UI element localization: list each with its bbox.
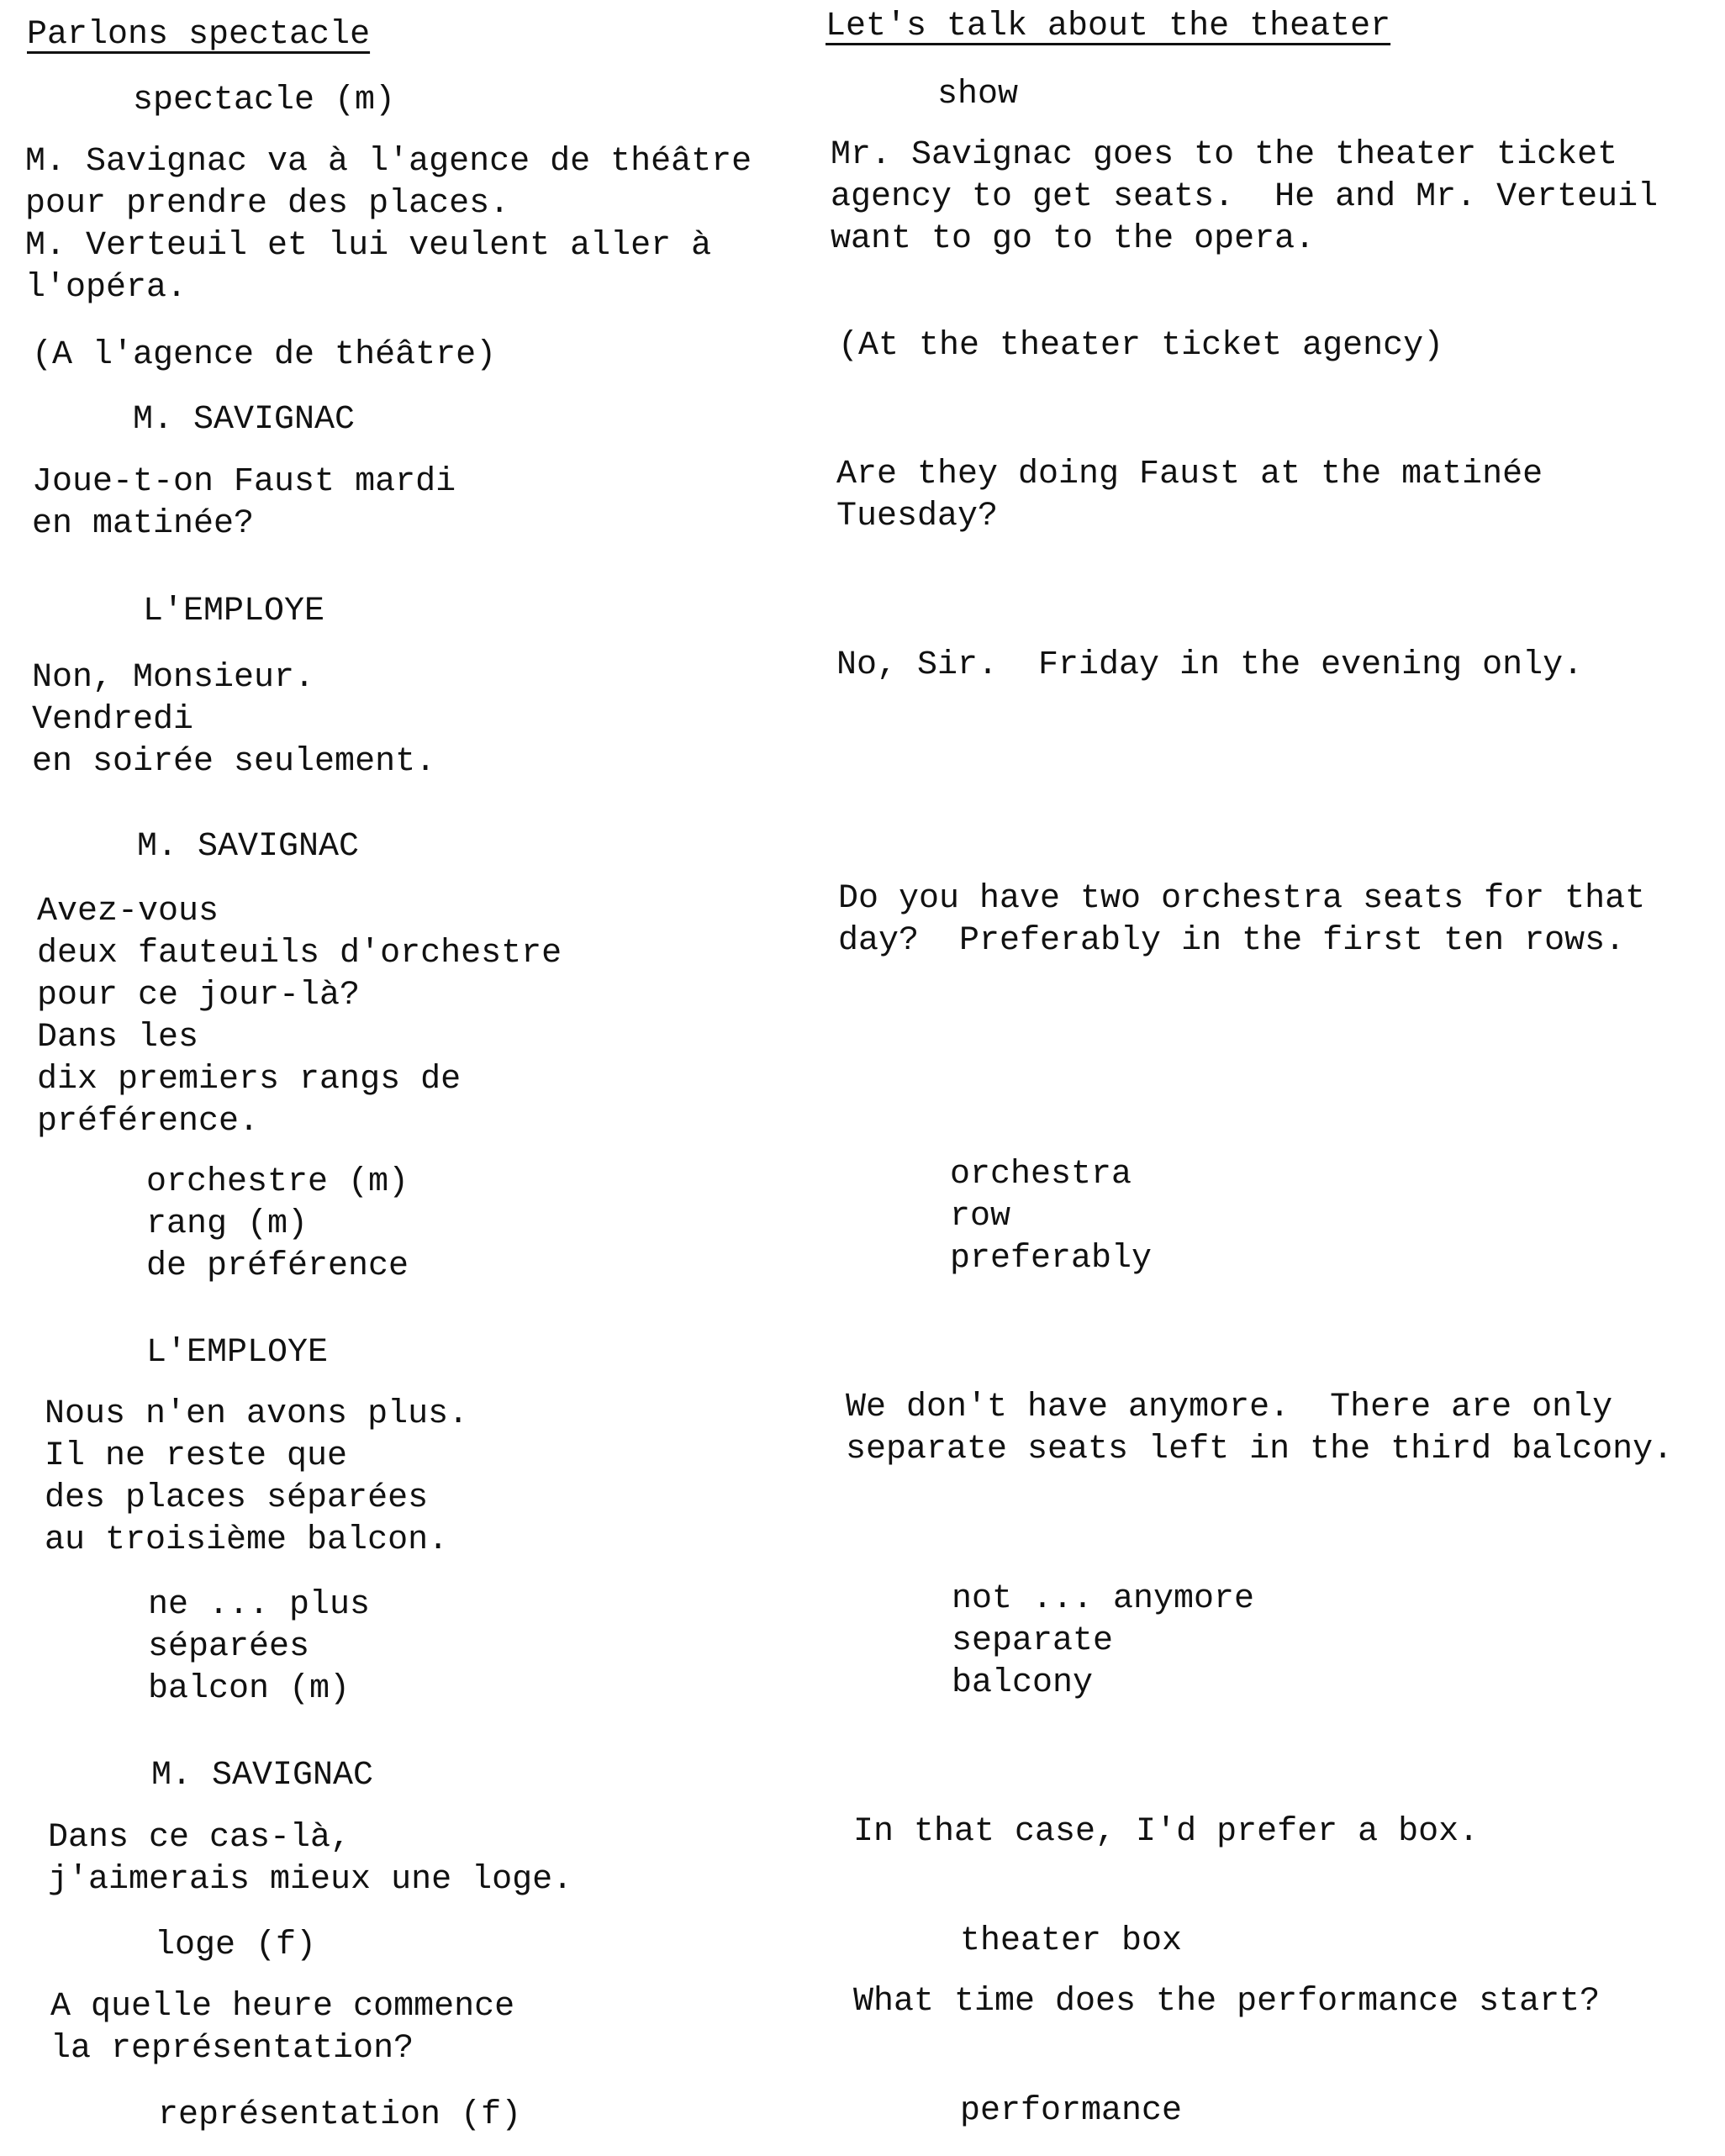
french-line-1: Joue-t-on Faust mardi en matinée? — [32, 463, 456, 543]
french-line-5: Dans ce cas-là, j'aimerais mieux une loge. — [48, 1819, 573, 1899]
english-line-5: In that case, I'd prefer a box. — [853, 1813, 1480, 1851]
french-heading: Parlons spectacle — [27, 16, 371, 54]
english-vocab-show: show — [937, 76, 1019, 113]
english-vocab-5: theater box — [960, 1922, 1183, 1960]
french-vocab-3: orchestre (m) rang (m) de préférence — [146, 1163, 409, 1285]
speaker-savignac-2: M. SAVIGNAC — [137, 828, 360, 866]
french-line-6: A quelle heure commence la représentation? — [50, 1988, 515, 2068]
english-intro: Mr. Savignac goes to the theater ticket agency to get seats. He and Mr. Verteuil want to go to the opera. — [831, 136, 1659, 258]
english-line-3: Do you have two orchestra seats for that day? Preferably in the first ten rows. — [838, 880, 1646, 960]
english-vocab-6: performance — [960, 2092, 1183, 2130]
english-line-6: What time does the performance start? — [853, 1983, 1601, 2021]
french-vocab-6: représentation (f) — [158, 2096, 522, 2134]
french-line-3: Avez-vous deux fauteuils d'orchestre pour ce jour-là? Dans les dix premiers rangs de préférence. — [37, 893, 562, 1141]
french-line-4: Nous n'en avons plus. Il ne reste que des places séparées au troisième balcon. — [45, 1395, 469, 1559]
speaker-employe-1: L'EMPLOYE — [143, 593, 325, 630]
french-vocab-spectacle: spectacle (m) — [133, 82, 396, 119]
english-heading: Let's talk about the theater — [826, 8, 1391, 45]
english-line-1: Are they doing Faust at the matinée Tuesday? — [836, 456, 1543, 535]
english-line-2: No, Sir. Friday in the evening only. — [836, 646, 1584, 684]
french-line-2: Non, Monsieur. Vendredi en soirée seulement. — [32, 659, 436, 781]
speaker-savignac-1: M. SAVIGNAC — [133, 401, 356, 439]
speaker-savignac-3: M. SAVIGNAC — [151, 1757, 374, 1795]
french-vocab-5: loge (f) — [155, 1927, 317, 1964]
english-vocab-3: orchestra row preferably — [950, 1156, 1153, 1278]
speaker-employe-2: L'EMPLOYE — [146, 1334, 329, 1372]
french-scene-direction: (A l'agence de théâtre) — [32, 336, 497, 374]
english-vocab-4: not ... anymore separate balcony — [952, 1580, 1255, 1702]
french-intro: M. Savignac va à l'agence de théâtre pour prendre des places. M. Verteuil et lui veulent aller à l'opéra. — [25, 143, 752, 307]
english-scene-direction: (At the theater ticket agency) — [838, 327, 1444, 365]
french-vocab-4: ne ... plus séparées balcon (m) — [148, 1586, 371, 1708]
english-line-4: We don't have anymore. There are only separate seats left in the third balcony. — [846, 1389, 1674, 1468]
